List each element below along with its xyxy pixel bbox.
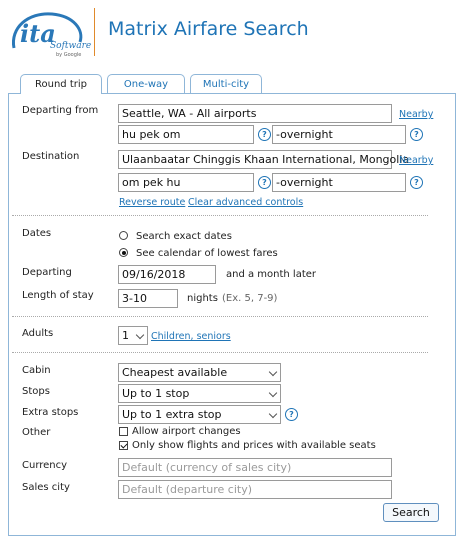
- destination-label: Destination: [22, 151, 80, 162]
- nights-label: nights: [187, 293, 218, 304]
- section-divider: [12, 316, 428, 317]
- currency-label: Currency: [22, 460, 68, 471]
- only-available-label: Only show flights and prices with available seats: [132, 440, 376, 451]
- length-of-stay-input[interactable]: 3-10: [118, 289, 178, 308]
- sales-city-label: Sales city: [22, 482, 70, 493]
- origin-routing-input[interactable]: -overnight: [272, 125, 406, 144]
- other-label: Other: [22, 427, 51, 438]
- logo-by: by Google: [56, 52, 82, 58]
- exact-dates-label: Search exact dates: [136, 231, 232, 242]
- origin-codes-input[interactable]: hu pek om: [118, 125, 254, 144]
- cabin-select[interactable]: [118, 363, 281, 382]
- allow-airport-changes-label: Allow airport changes: [132, 426, 241, 437]
- departing-label: Departing: [22, 267, 72, 278]
- stops-value: Up to 1 stop: [122, 387, 190, 400]
- destination-input[interactable]: Ulaanbaatar Chinggis Khaan International, Mongolia: [118, 150, 392, 169]
- only-available-checkbox[interactable]: [119, 441, 128, 450]
- dest-routing-help-icon[interactable]: ?: [410, 176, 423, 189]
- length-of-stay-label: Length of stay: [22, 290, 94, 301]
- origin-nearby-link[interactable]: Nearby: [399, 109, 434, 120]
- logo-text: ita: [20, 19, 56, 48]
- section-divider: [12, 215, 428, 216]
- stops-select[interactable]: [118, 384, 281, 403]
- destination-nearby-link[interactable]: Nearby: [399, 155, 434, 166]
- page-title: Matrix Airfare Search: [108, 18, 309, 40]
- ita-software-logo: [8, 8, 92, 60]
- dest-routing-input[interactable]: -overnight: [272, 173, 406, 192]
- departing-date-input[interactable]: 09/16/2018: [118, 265, 216, 284]
- extra-stops-label: Extra stops: [22, 407, 79, 418]
- origin-input[interactable]: Seattle, WA - All airports: [118, 104, 392, 123]
- reverse-route-link[interactable]: Reverse route: [119, 197, 186, 208]
- adults-value: 1: [122, 329, 129, 342]
- logo-sub: Software: [50, 41, 92, 51]
- section-divider: [12, 352, 428, 353]
- children-seniors-link[interactable]: Children, seniors: [151, 331, 231, 342]
- origin-routing-help-icon[interactable]: ?: [410, 128, 423, 141]
- tab-multi-city[interactable]: Multi-city: [190, 74, 262, 93]
- active-tab-joiner: [21, 92, 101, 94]
- origin-codes-help-icon[interactable]: ?: [258, 128, 271, 141]
- departing-range-text: and a month later: [226, 269, 317, 280]
- calendar-fares-label: See calendar of lowest fares: [136, 248, 278, 259]
- currency-input[interactable]: Default (currency of sales city): [118, 458, 392, 477]
- header-divider: [94, 8, 95, 56]
- tab-round-trip[interactable]: Round trip: [20, 74, 102, 94]
- dest-codes-help-icon[interactable]: ?: [258, 176, 271, 189]
- dates-label: Dates: [22, 228, 52, 239]
- chevron-down-icon: [269, 410, 277, 418]
- extra-stops-value: Up to 1 extra stop: [122, 408, 222, 421]
- exact-dates-radio[interactable]: [119, 231, 128, 240]
- adults-label: Adults: [22, 328, 54, 339]
- tab-one-way[interactable]: One-way: [107, 74, 185, 93]
- stay-example-text: (Ex. 5, 7-9): [222, 293, 278, 304]
- cabin-value: Cheapest available: [122, 366, 228, 379]
- dest-codes-input[interactable]: om pek hu: [118, 173, 254, 192]
- chevron-down-icon: [269, 368, 277, 376]
- extra-stops-help-icon[interactable]: ?: [285, 408, 298, 421]
- chevron-down-icon: [269, 389, 277, 397]
- stops-label: Stops: [22, 386, 50, 397]
- clear-advanced-link[interactable]: Clear advanced controls: [188, 197, 304, 208]
- sales-city-input[interactable]: Default (departure city): [118, 480, 392, 499]
- extra-stops-select[interactable]: [118, 405, 281, 424]
- adults-select[interactable]: [118, 326, 148, 345]
- calendar-fares-radio[interactable]: [119, 248, 128, 257]
- search-button[interactable]: Search: [383, 503, 439, 522]
- departing-from-label: Departing from: [22, 105, 99, 116]
- allow-airport-changes-checkbox[interactable]: [119, 427, 128, 436]
- cabin-label: Cabin: [22, 365, 51, 376]
- chevron-down-icon: [136, 331, 144, 339]
